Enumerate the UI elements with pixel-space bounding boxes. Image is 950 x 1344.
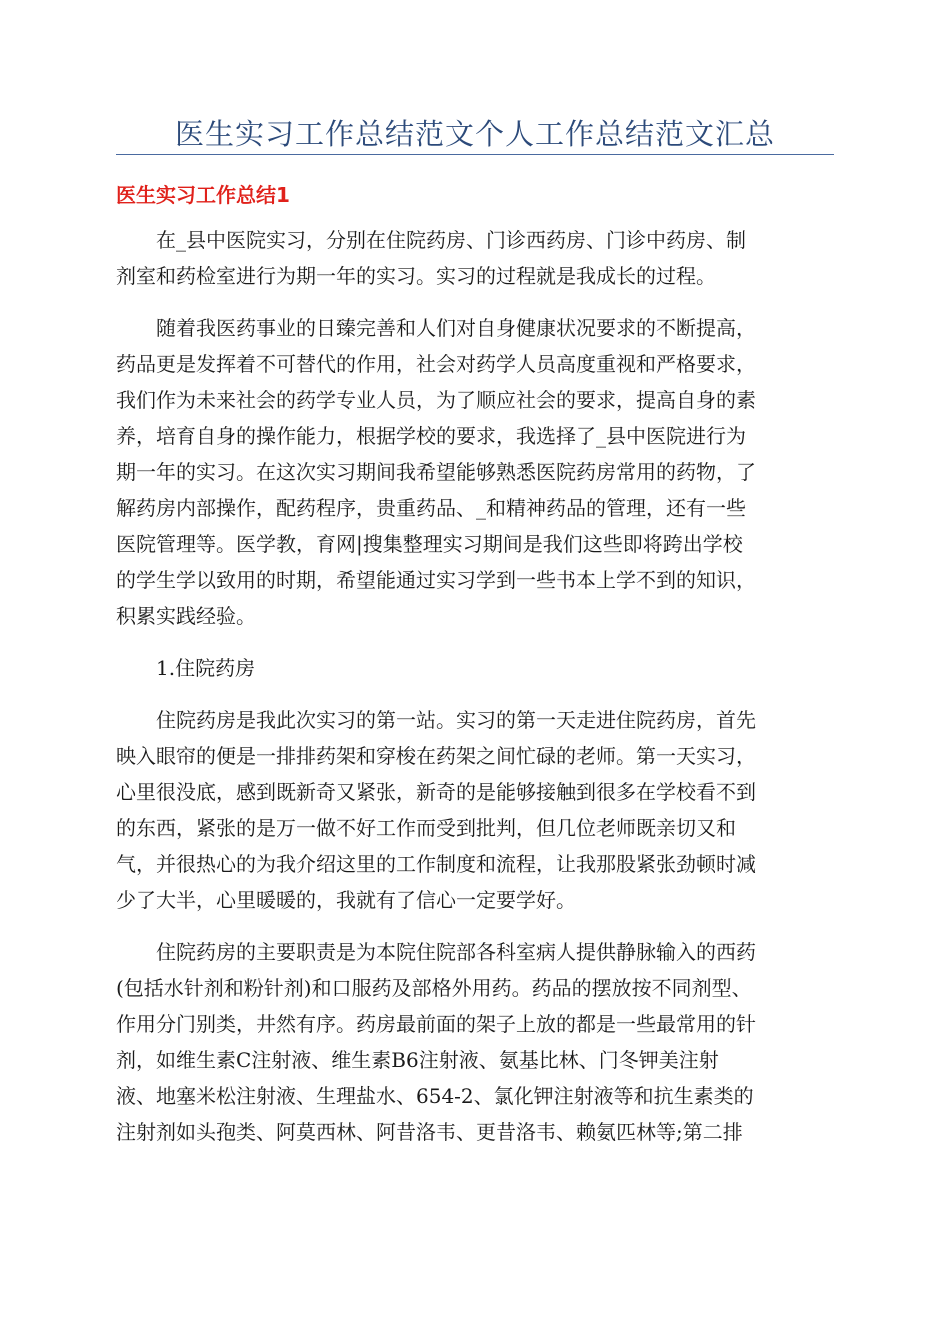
document-title: 医生实习工作总结范文个人工作总结范文汇总 — [174, 117, 775, 151]
paragraph-line: 映入眼帘的便是一排排药架和穿梭在药架之间忙碌的老师。第一天实习， — [116, 744, 756, 768]
paragraph-line: 作用分门别类，井然有序。药房最前面的架子上放的都是一些最常用的针 — [116, 1012, 756, 1036]
paragraph-2 — [116, 310, 836, 634]
section-heading: 医生实习工作总结1 — [116, 183, 290, 207]
paragraph-line: 医院管理等。医学教，育网|搜集整理实习期间是我们这些即将跨出学校 — [116, 532, 743, 556]
paragraph-line: 注射剂如头孢类、阿莫西林、阿昔洛韦、更昔洛韦、赖氨匹林等;第二排 — [116, 1120, 743, 1144]
paragraph-line: 在_县中医院实习，分别在住院药房、门诊西药房、门诊中药房、制 — [156, 228, 746, 252]
paragraph-1 — [116, 222, 836, 294]
paragraph-line: 解药房内部操作，配药程序，贵重药品、_和精神药品的管理，还有一些 — [116, 496, 746, 520]
paragraph-line: 的东西，紧张的是万一做不好工作而受到批判，但几位老师既亲切又和 — [116, 816, 736, 840]
item-heading: 1.住院药房 — [156, 656, 256, 680]
paragraph-line: 的学生学以致用的时期，希望能通过实习学到一些书本上学不到的知识， — [116, 568, 756, 592]
paragraph-line: 气，并很热心的为我介绍这里的工作制度和流程，让我那股紧张劲顿时减 — [116, 852, 756, 876]
paragraph-line: 少了大半，心里暖暖的，我就有了信心一定要学好。 — [116, 888, 576, 912]
title-underline — [116, 154, 834, 155]
paragraph-line: 药品更是发挥着不可替代的作用，社会对药学人员高度重视和严格要求， — [116, 352, 756, 376]
paragraph-line: 我们作为未来社会的药学专业人员，为了顺应社会的要求，提高自身的素 — [116, 388, 756, 412]
paragraph-line: 住院药房是我此次实习的第一站。实习的第一天走进住院药房，首先 — [156, 708, 756, 732]
paragraph-line: 随着我医药事业的日臻完善和人们对自身健康状况要求的不断提高， — [156, 316, 756, 340]
paragraph-line: (包括水针剂和粉针剂)和口服药及部格外用药。药品的摆放按不同剂型、 — [116, 976, 752, 1000]
paragraph-line: 心里很没底，感到既新奇又紧张，新奇的是能够接触到很多在学校看不到 — [116, 780, 756, 804]
document-body — [116, 222, 836, 1166]
paragraph-line: 液、地塞米松注射液、生理盐水、654-2、氯化钾注射液等和抗生素类的 — [116, 1084, 754, 1108]
paragraph-4 — [116, 934, 836, 1150]
paragraph-3 — [116, 702, 836, 918]
paragraph-line: 剂室和药检室进行为期一年的实习。实习的过程就是我成长的过程。 — [116, 264, 716, 288]
paragraph-line: 养，培育自身的操作能力，根据学校的要求，我选择了_县中医院进行为 — [116, 424, 746, 448]
paragraph-line: 期一年的实习。在这次实习期间我希望能够熟悉医院药房常用的药物，了 — [116, 460, 756, 484]
paragraph-line: 积累实践经验。 — [116, 604, 256, 628]
paragraph-line: 住院药房的主要职责是为本院住院部各科室病人提供静脉输入的西药 — [156, 940, 756, 964]
paragraph-line: 剂，如维生素C注射液、维生素B6注射液、氨基比林、门冬钾美注射 — [116, 1048, 719, 1072]
